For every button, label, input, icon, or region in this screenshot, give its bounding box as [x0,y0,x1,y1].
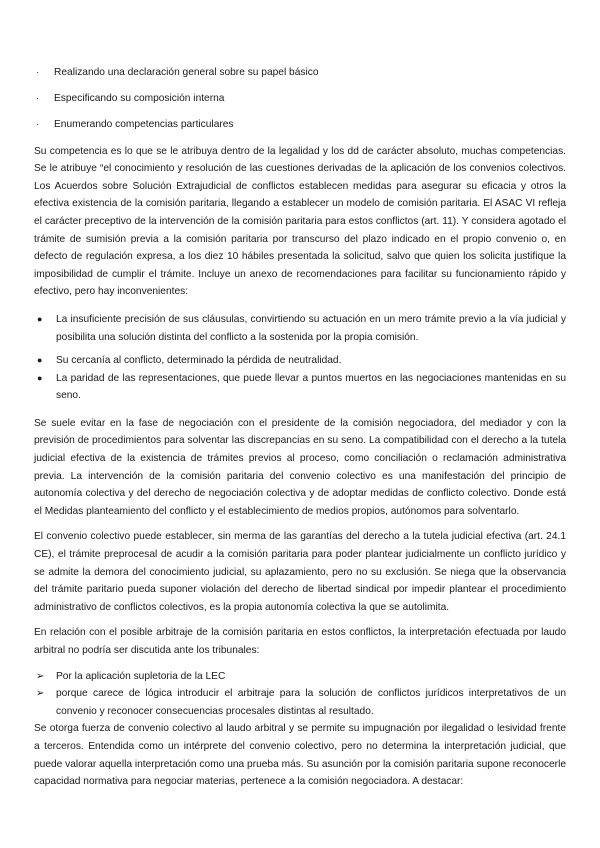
arrow-marker: ➢ [36,688,45,700]
list-item-text: Enumerando competencias particulares [54,119,234,131]
razones-list [34,668,566,721]
bullet-marker: ● [37,372,43,383]
list-item [34,64,566,82]
list-item-text: Especificando su composición interna [54,93,225,105]
list-item [34,685,566,720]
intro-list [34,64,566,134]
bullet-marker: ● [37,355,43,366]
paragraph-arbitraje: En relación con el posible arbitraje de la comisión paritaria en estos conflictos, la interpretación efectuada por laudo arbitral no podría ser discutida ante los tribunales: [34,627,566,656]
list-item [34,352,566,370]
list-item-text: Su cercanía al conflicto, determinado la pérdida de neutralidad. [56,355,342,367]
list-item-text: Por la aplicación supletoria de la LEC [56,670,226,682]
list-item [34,116,566,134]
arrow-marker: ➢ [36,670,45,682]
list-item-text: porque carece de lógica introducir el arbitraje para la solución de conflictos jurídicos interpretativos de un convenio y reconocer consecuencias procesales distintas al resultado. [56,688,566,717]
list-item-text: Realizando una declaración general sobre su papel básico [54,67,319,78]
inconvenientes-list [34,311,566,405]
list-item [34,370,566,405]
list-item [34,668,566,686]
dash-marker: · [36,119,39,130]
list-item-text: La insuficiente precisión de sus cláusulas, convirtiendo su actuación en un mero trámite previo a la vía judicial y posibilita una solución distinta del conflicto a la sostenida por la propia comisión. [56,313,566,343]
list-item-text: La paridad de las representaciones, que puede llevar a puntos muertos en las negociaciones mantenidas en su seno. [56,372,566,402]
dash-marker: · [36,93,39,104]
paragraph-laudo: Se otorga fuerza de convenio colectivo al laudo arbitral y se permite su impugnación por ilegalidad o lesividad frente a terceros. Entendida como un intérprete del convenio colectivo, pero no determina la interpretación judicial, que puede valorar aquella interpretación como una prueba más. Su asunción por la comisión paritaria supone reconocerle capacidad normativa para negociar materias, pertenece a la comisión negociadora. A destacar: [34,723,566,788]
dash-marker: · [36,67,39,77]
list-item [34,90,566,108]
list-item [34,311,566,346]
paragraph-negociacion: Se suele evitar en la fase de negociación con el presidente de la comisión negociadora, del mediador y con la previsión de procedimientos para solventar las discrepancias en su seno. La compatibilidad con el derecho a la tutela judicial efectiva de la existencia de trámites previos al proceso, como conciliación o reclamación administrativa previa. La intervención de la comisión paritaria del convenio colectivo es una manifestación del principio de autonomía colectiva y del derecho de negociación colectiva y de adoptar medidas de conflicto colectivo. Donde está el Medidas planteamiento del conflicto y el establecimiento de medios propios, autónomos para solventarlo. [34,417,566,517]
document-page [34,64,566,791]
bullet-marker: ● [37,313,43,324]
paragraph-convenio: El convenio colectivo puede establecer, sin merma de las garantías del derecho a la tutela judicial efectiva (art. 24.1 CE), el trámite preprocesal de acudir a la comisión paritaria para poder plantear judicialmente un conflicto jurídico y se admite la demora del conocimiento judicial, su aplazamiento, pero no su exclusión. Se niega que la observancia del trámite paritario pueda suponer violación del derecho de libertad sindical por impedir plantear el procedimiento administrativo de conflictos colectivos, es la propia autonomía colectiva la que se autolimita. [34,531,566,613]
paragraph-competencia: Su competencia es lo que se le atribuya dentro de la legalidad y los dd de carácter absoluto, muchas competencias. Se le atribuye “el conocimiento y resolución de las cuestiones derivadas de la aplicación de los convenios colectivos. Los Acuerdos sobre Solución Extrajudicial de conflictos establecen medidas para asegurar su eficacia y otros la efectiva existencia de la comisión paritaria, llegando a establecer un modelo de comisión paritaria. El ASAC VI refleja el carácter preceptivo de la intervención de la comisión paritaria para estos conflictos (art. 11). Y considera agotado el trámite de sumisión previa a la comisión paritaria por transcurso del plazo indicado en el propio convenio o, en defecto de regulación expresa, a los diez 10 hábiles presentada la solicitud, salvo que quien los solicita justifique la imposibilidad de cumplir el trámite. Incluye un anexo de recomendaciones para facilitar su funcionamiento rápido y efectivo, pero hay inconvenientes: [34,145,566,298]
